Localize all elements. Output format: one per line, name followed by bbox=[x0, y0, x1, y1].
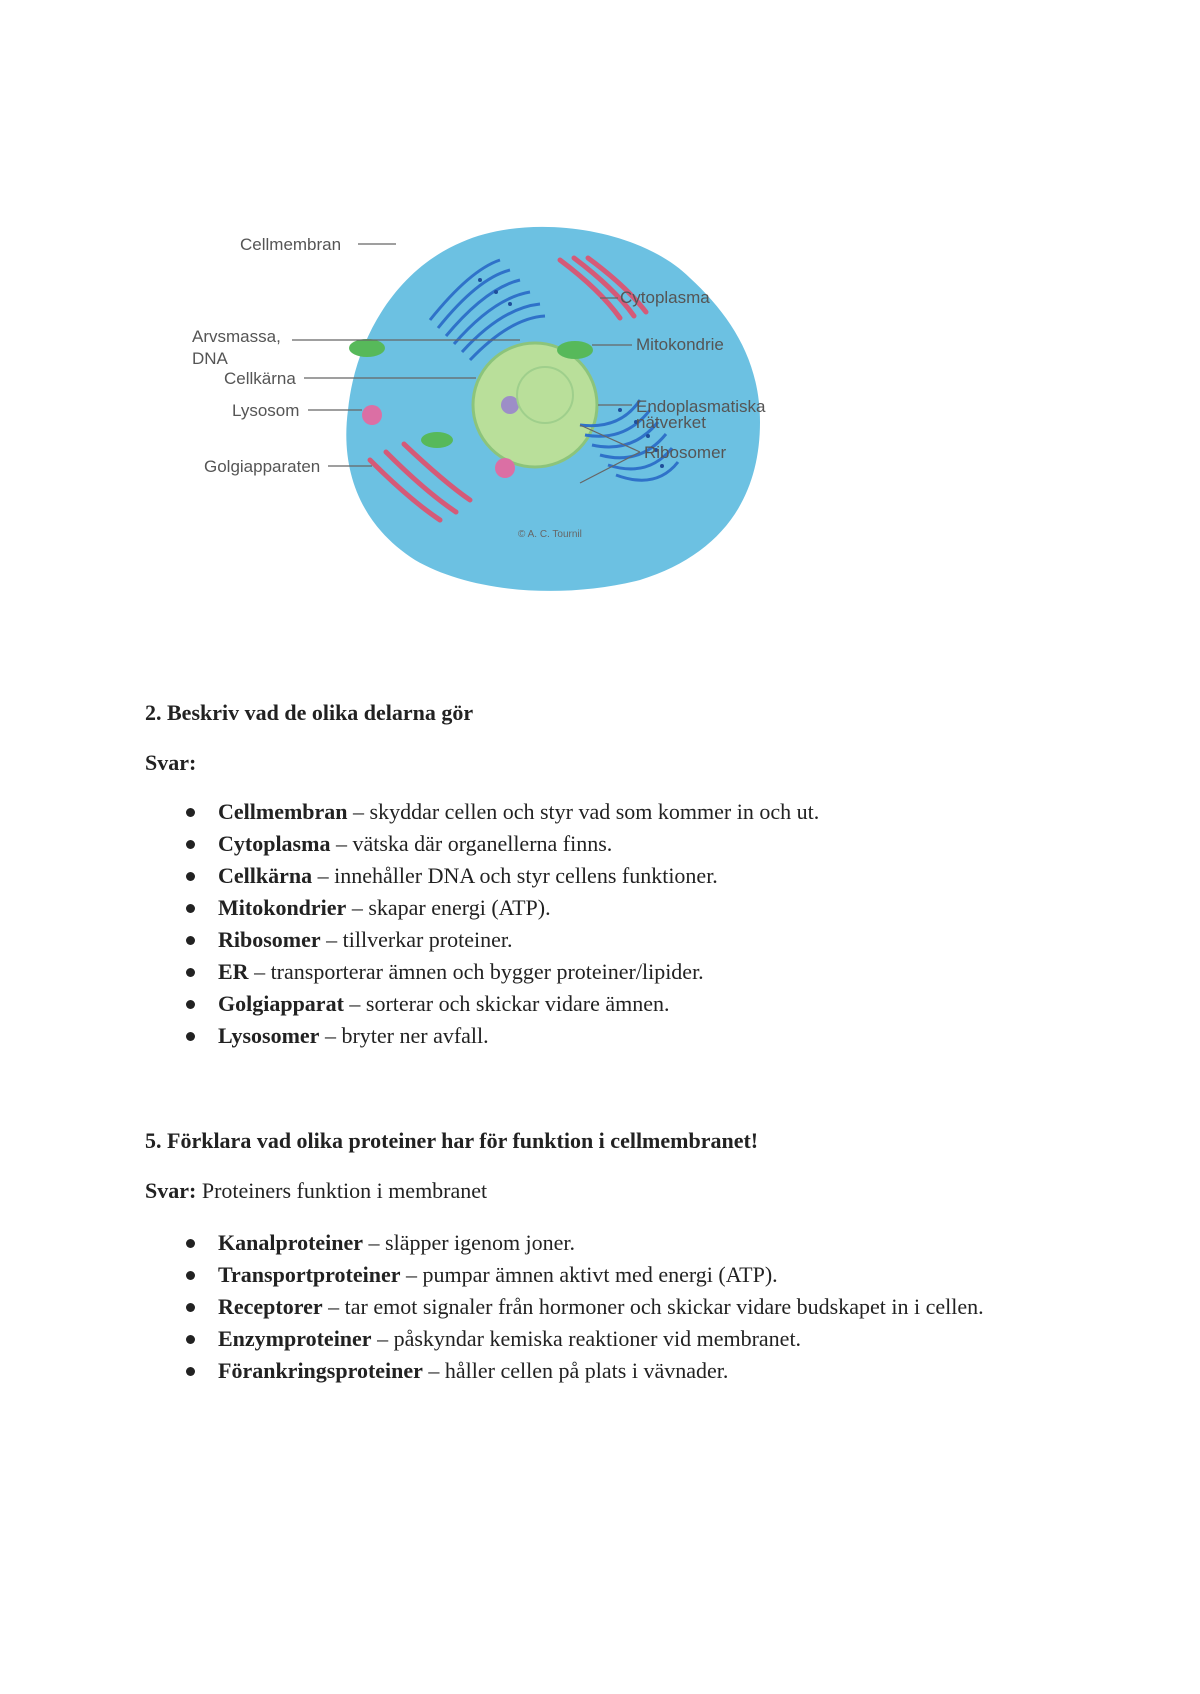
list-item-term: Cellkärna bbox=[218, 863, 313, 888]
list-item bbox=[145, 1227, 1045, 1259]
list-item-term: Receptorer bbox=[218, 1294, 323, 1319]
list-item-desc: – håller cellen på plats i vävnader. bbox=[422, 1358, 729, 1383]
label-er-2: nätverket bbox=[636, 413, 706, 432]
section-5-list bbox=[145, 1227, 1045, 1387]
section-5-answer-label: Svar: bbox=[145, 1178, 197, 1203]
list-item-desc: – vätska där organellerna finns. bbox=[330, 831, 613, 856]
list-item bbox=[145, 828, 1045, 860]
label-mitokondrie: Mitokondrie bbox=[636, 335, 724, 354]
section-2-list bbox=[145, 796, 1045, 1052]
section-2-list-wrap bbox=[145, 796, 1045, 1052]
list-item bbox=[145, 1020, 1045, 1052]
list-item bbox=[145, 924, 1045, 956]
label-ribosomer: Ribosomer bbox=[644, 443, 727, 462]
list-item bbox=[145, 988, 1045, 1020]
list-item-term: Golgiapparat bbox=[218, 991, 344, 1016]
list-item bbox=[145, 1355, 1045, 1387]
label-lysosom: Lysosom bbox=[232, 401, 300, 420]
list-item-term: Kanalproteiner bbox=[218, 1230, 364, 1255]
section-2 bbox=[145, 700, 1045, 726]
section-5-answer-text: Proteiners funktion i membranet bbox=[196, 1178, 488, 1203]
section-2-heading: 2. Beskriv vad de olika delarna gör bbox=[145, 700, 474, 725]
list-item-term: Lysosomer bbox=[218, 1023, 320, 1048]
list-item-term: Enzymproteiner bbox=[218, 1326, 372, 1351]
section-2-answer bbox=[145, 750, 1045, 776]
list-item-term: Förankringsproteiner bbox=[218, 1358, 423, 1383]
section-5-answer bbox=[145, 1178, 1045, 1204]
label-cellmembran: Cellmembran bbox=[240, 235, 342, 254]
section-2-answer-label: Svar: bbox=[145, 750, 197, 775]
list-item bbox=[145, 892, 1045, 924]
list-item-term: ER bbox=[218, 959, 249, 984]
list-item bbox=[145, 1323, 1045, 1355]
list-item bbox=[145, 1259, 1045, 1291]
list-item-desc: – tar emot signaler från hormoner och skickar vidare budskapet in i cellen. bbox=[322, 1294, 984, 1319]
list-item-desc: – pumpar ämnen aktivt med energi (ATP). bbox=[400, 1262, 778, 1287]
label-arvsmassa-2: DNA bbox=[192, 349, 228, 368]
list-item-desc: – transporterar ämnen och bygger proteiner/lipider. bbox=[248, 959, 704, 984]
list-item-desc: – tillverkar proteiner. bbox=[320, 927, 513, 952]
list-item-desc: – skyddar cellen och styr vad som kommer in och ut. bbox=[347, 799, 820, 824]
label-arvsmassa-1: Arvsmassa, bbox=[192, 327, 281, 346]
label-golgi: Golgiapparaten bbox=[204, 457, 321, 476]
list-item-term: Mitokondrier bbox=[218, 895, 347, 920]
cell-diagram bbox=[192, 200, 860, 600]
list-item-desc: – bryter ner avfall. bbox=[319, 1023, 489, 1048]
list-item-term: Transportproteiner bbox=[218, 1262, 401, 1287]
list-item-desc: – sorterar och skickar vidare ämnen. bbox=[343, 991, 670, 1016]
list-item-desc: – innehåller DNA och styr cellens funktioner. bbox=[312, 863, 718, 888]
cell-diagram-svg bbox=[192, 200, 860, 600]
label-cytoplasma: Cytoplasma bbox=[620, 288, 710, 307]
diagram-credit: © A. C. Tournil bbox=[518, 529, 582, 540]
list-item-desc: – påskyndar kemiska reaktioner vid membranet. bbox=[371, 1326, 802, 1351]
nucleus bbox=[473, 343, 597, 467]
list-item-desc: – släpper igenom joner. bbox=[363, 1230, 576, 1255]
list-item-desc: – skapar energi (ATP). bbox=[346, 895, 551, 920]
list-item bbox=[145, 956, 1045, 988]
list-item bbox=[145, 796, 1045, 828]
list-item-term: Cytoplasma bbox=[218, 831, 331, 856]
section-5-list-wrap bbox=[145, 1227, 1045, 1387]
list-item bbox=[145, 1291, 1045, 1323]
list-item bbox=[145, 860, 1045, 892]
list-item-term: Cellmembran bbox=[218, 799, 348, 824]
list-item-term: Ribosomer bbox=[218, 927, 321, 952]
section-5 bbox=[145, 1128, 1045, 1154]
section-5-heading: 5. Förklara vad olika proteiner har för funktion i cellmembranet! bbox=[145, 1128, 759, 1153]
label-er-1: Endoplasmatiska bbox=[636, 397, 766, 416]
label-cellkarna: Cellkärna bbox=[224, 369, 296, 388]
